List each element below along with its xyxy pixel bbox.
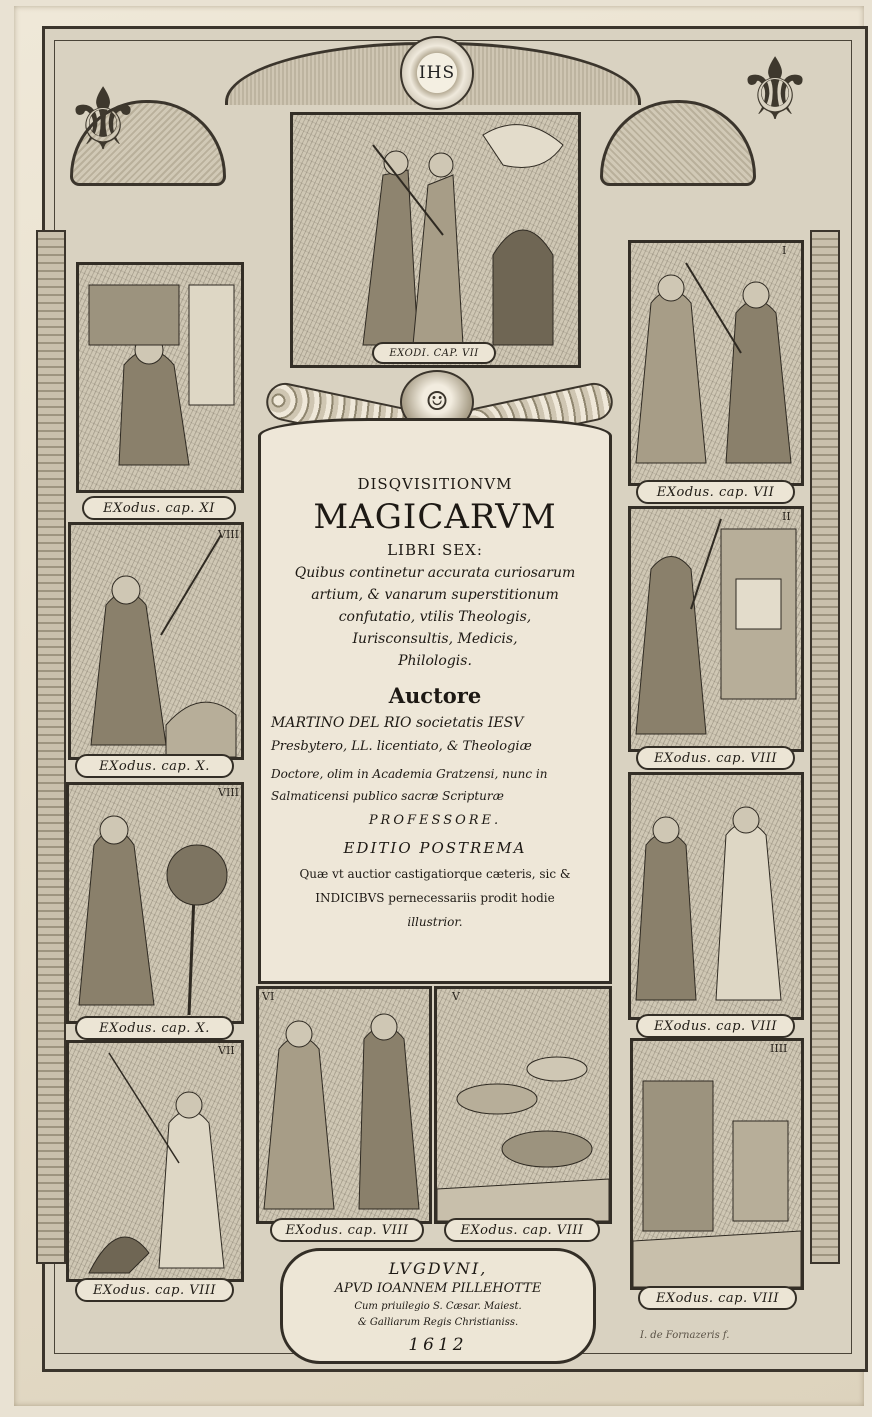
- imprint-printer: APVD IOANNEM PILLEHOTTE: [334, 1281, 542, 1296]
- title-line-1: DISQVISITIONVM: [357, 475, 513, 493]
- frogs-in-house-scene: [631, 509, 801, 749]
- right-panel-1-number: I: [782, 244, 787, 257]
- left-panel-2-number: VIII: [218, 528, 239, 541]
- figures-with-staff-scene: [293, 115, 578, 365]
- bottom-right-panel-caption: EXodus. cap. VIII: [444, 1218, 600, 1242]
- moses-before-pharaoh-scene: [259, 989, 429, 1221]
- moses-calling-storm-scene: [69, 1043, 241, 1279]
- auctore-label: Auctore: [388, 683, 482, 708]
- bottom-panel-left: [256, 986, 432, 1224]
- author-line-4: Salmaticensi publico sacræ Scripturæ: [271, 789, 504, 803]
- title-line-3: LIBRI SEX:: [387, 541, 483, 559]
- author-line-5: PROFESSORE.: [368, 813, 502, 828]
- left-panel-3: [66, 782, 244, 1024]
- plague-of-hail-scene: [69, 785, 241, 1021]
- seated-king-scene: [79, 265, 241, 490]
- left-panel-4: [66, 1040, 244, 1282]
- right-panel-2-caption: EXodus. cap. VIII: [636, 746, 795, 770]
- right-panel-4-number: IIII: [770, 1042, 788, 1055]
- bottom-panel-right: [434, 986, 612, 1224]
- city-plague-scene: [633, 1041, 801, 1287]
- engraver-signature: I. de Fornazeris f.: [640, 1330, 730, 1341]
- staff-to-serpent-scene: [631, 243, 801, 483]
- left-panel-2-caption: EXodus. cap. X.: [75, 754, 234, 778]
- description-line-5: Philologis.: [398, 653, 472, 669]
- description-line-4: Iurisconsultis, Medicis,: [352, 631, 518, 647]
- bottom-left-panel-caption: EXodus. cap. VIII: [270, 1218, 424, 1242]
- left-fleur-de-lis-icon: ⚜: [64, 70, 142, 170]
- imprint-year: 1612: [408, 1335, 468, 1355]
- right-fleur-de-lis-icon: ⚜: [736, 40, 814, 140]
- left-panel-1-caption: EXodus. cap. XI: [82, 496, 236, 520]
- ihs-sunburst-emblem: [400, 36, 474, 110]
- right-panel-3: [628, 772, 804, 1020]
- left-outer-column: [36, 230, 66, 1264]
- pharaoh-and-magicians-scene: [631, 775, 801, 1017]
- top-engraving-panel: [290, 112, 581, 368]
- description-line-3: confutatio, vtilis Theologis,: [338, 609, 532, 625]
- right-panel-3-caption: EXodus. cap. VIII: [636, 1014, 795, 1038]
- top-panel-caption: EXODI. CAP. VII: [372, 342, 496, 364]
- right-panel-2: [628, 506, 804, 752]
- bottom-right-panel-number: V: [452, 990, 460, 1003]
- left-panel-4-number: VII: [218, 1044, 235, 1057]
- bottom-left-panel-number: VI: [262, 990, 275, 1003]
- imprint-cartouche: [280, 1248, 596, 1364]
- imprint-city: LVGDVNI,: [388, 1259, 488, 1278]
- right-outer-column: [810, 230, 840, 1264]
- title-cartouche: [258, 418, 612, 984]
- death-of-livestock-scene: [437, 989, 609, 1221]
- right-panel-1: [628, 240, 804, 486]
- right-panel-4-caption: EXodus. cap. VIII: [638, 1286, 797, 1310]
- description-line-1: Quibus continetur accurata curiosarum: [294, 565, 576, 581]
- imprint-privilege-2: & Galliarum Regis Christianiss.: [357, 1317, 519, 1328]
- main-title: MAGICARVM: [313, 497, 557, 537]
- left-panel-2: [68, 522, 244, 760]
- left-panel-3-number: VIII: [218, 786, 239, 799]
- right-panel-2-number: II: [782, 510, 791, 523]
- edition-line-2: Quæ vt auctior castigatiorque cæteris, sic &: [299, 867, 571, 881]
- author-line-1: MARTINO DEL RIO societatis IESV: [271, 715, 524, 731]
- moses-raising-staff-scene: [71, 525, 241, 757]
- author-line-3: Doctore, olim in Academia Gratzensi, nunc in: [271, 767, 548, 781]
- right-panel-1-caption: EXodus. cap. VII: [636, 480, 795, 504]
- edition-line-1: EDITIO POSTREMA: [343, 839, 527, 857]
- left-panel-1: [76, 262, 244, 493]
- ihs-monogram: IHS: [418, 63, 456, 83]
- left-panel-3-caption: EXodus. cap. X.: [75, 1016, 234, 1040]
- right-panel-4: [630, 1038, 804, 1290]
- left-panel-4-caption: EXodus. cap. VIII: [75, 1278, 234, 1302]
- edition-line-4: illustrior.: [407, 915, 463, 929]
- description-line-2: artium, & vanarum superstitionum: [311, 587, 559, 603]
- winged-cherub-head-icon: ☺: [400, 370, 474, 434]
- edition-line-3: INDICIBVS pernecessariis prodit hodie: [315, 891, 555, 905]
- imprint-privilege-1: Cum priuilegio S. Cæsar. Maiest.: [354, 1301, 522, 1312]
- author-line-2: Presbytero, LL. licentiato, & Theologiæ: [271, 739, 532, 754]
